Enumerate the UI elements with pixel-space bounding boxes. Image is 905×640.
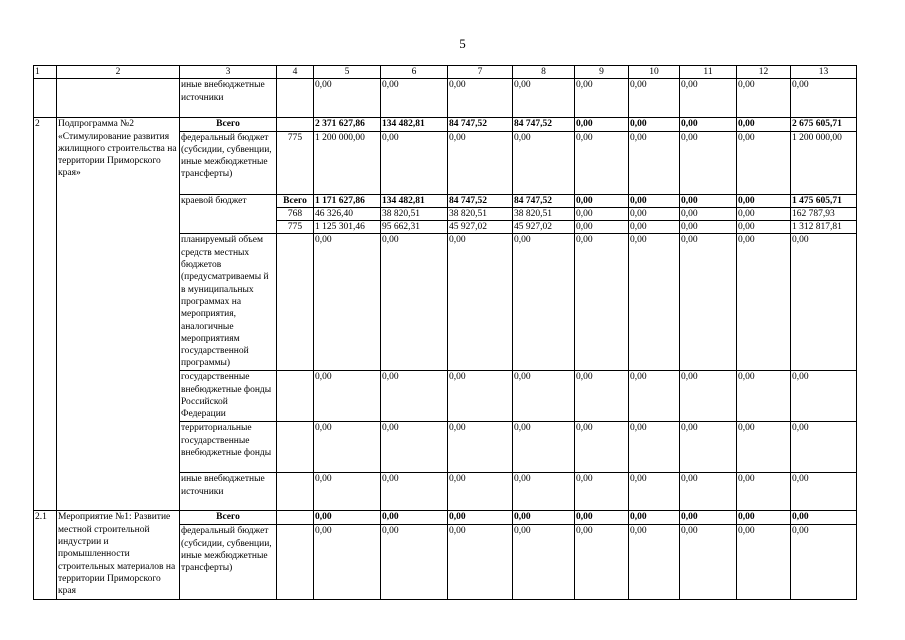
value-cell: 2 675 605,71 <box>791 118 857 131</box>
column-header: 8 <box>513 66 575 79</box>
value-cell: 95 662,31 <box>381 221 448 234</box>
table-row <box>34 511 857 525</box>
value-cell: 45 927,02 <box>513 221 575 234</box>
value-cell: 0,00 <box>381 473 448 511</box>
value-cell: 0,00 <box>791 473 857 511</box>
funding-source-cell: планируемый объем средств местных бюджетов (предусматриваемы й в муниципальных программах на мероприятия, аналогичные мероприятиям государственной программы) <box>180 234 277 371</box>
value-cell: 0,00 <box>629 118 680 131</box>
value-cell: 0,00 <box>629 525 680 600</box>
value-cell: 84 747,52 <box>448 194 513 207</box>
value-cell: 0,00 <box>791 525 857 600</box>
item-number-cell: 2 <box>34 118 57 511</box>
value-cell: 0,00 <box>680 525 737 600</box>
value-cell: 0,00 <box>680 371 737 422</box>
value-cell: 0,00 <box>381 131 448 194</box>
column-header-row <box>34 66 857 79</box>
value-cell: 0,00 <box>575 422 629 473</box>
value-cell: 1 200 000,00 <box>791 131 857 194</box>
code-cell <box>277 371 314 422</box>
value-cell: 0,00 <box>575 473 629 511</box>
value-cell: 84 747,52 <box>513 194 575 207</box>
column-header: 13 <box>791 66 857 79</box>
funding-source-cell: иные внебюджетные источники <box>180 79 277 118</box>
value-cell: 0,00 <box>314 525 381 600</box>
value-cell: 0,00 <box>737 207 791 220</box>
value-cell: 0,00 <box>629 79 680 118</box>
value-cell: 0,00 <box>737 131 791 194</box>
column-header: 11 <box>680 66 737 79</box>
value-cell: 0,00 <box>448 473 513 511</box>
column-header: 1 <box>34 66 57 79</box>
value-cell: 0,00 <box>575 525 629 600</box>
column-header: 10 <box>629 66 680 79</box>
value-cell: 0,00 <box>629 221 680 234</box>
value-cell: 38 820,51 <box>513 207 575 220</box>
value-cell: 134 482,81 <box>381 118 448 131</box>
value-cell: 0,00 <box>314 422 381 473</box>
value-cell: 0,00 <box>737 371 791 422</box>
value-cell: 134 482,81 <box>381 194 448 207</box>
funding-source-cell: Всего <box>180 511 277 525</box>
code-cell: Всего <box>277 194 314 207</box>
value-cell: 45 927,02 <box>448 221 513 234</box>
code-cell <box>277 473 314 511</box>
value-cell: 1 171 627,86 <box>314 194 381 207</box>
value-cell: 0,00 <box>680 511 737 525</box>
value-cell: 0,00 <box>629 511 680 525</box>
value-cell: 0,00 <box>575 118 629 131</box>
value-cell: 0,00 <box>629 194 680 207</box>
value-cell: 0,00 <box>513 511 575 525</box>
value-cell: 0,00 <box>448 511 513 525</box>
item-name-cell: Подпрограмма №2 «Стимулирование развития жилищного строительства на территории Приморского края» <box>57 118 180 511</box>
value-cell: 0,00 <box>791 371 857 422</box>
value-cell: 0,00 <box>737 194 791 207</box>
code-cell: 775 <box>277 221 314 234</box>
value-cell: 0,00 <box>575 79 629 118</box>
value-cell: 0,00 <box>448 131 513 194</box>
value-cell: 0,00 <box>737 79 791 118</box>
funding-source-cell: иные внебюджетные источники <box>180 473 277 511</box>
value-cell: 0,00 <box>680 234 737 371</box>
column-header: 4 <box>277 66 314 79</box>
value-cell: 0,00 <box>737 473 791 511</box>
value-cell: 0,00 <box>575 131 629 194</box>
funding-source-cell: государственные внебюджетные фонды Российской Федерации <box>180 371 277 422</box>
value-cell: 84 747,52 <box>448 118 513 131</box>
value-cell: 0,00 <box>575 221 629 234</box>
value-cell: 0,00 <box>629 207 680 220</box>
value-cell: 84 747,52 <box>513 118 575 131</box>
value-cell: 0,00 <box>791 234 857 371</box>
value-cell: 0,00 <box>737 422 791 473</box>
value-cell: 0,00 <box>680 131 737 194</box>
value-cell: 0,00 <box>448 422 513 473</box>
value-cell: 0,00 <box>737 525 791 600</box>
value-cell: 0,00 <box>513 473 575 511</box>
funding-source-cell: краевой бюджет <box>180 194 277 234</box>
item-number-cell <box>34 79 57 118</box>
value-cell: 0,00 <box>448 525 513 600</box>
value-cell: 1 200 000,00 <box>314 131 381 194</box>
item-number-cell: 2.1 <box>34 511 57 600</box>
value-cell: 38 820,51 <box>381 207 448 220</box>
value-cell: 0,00 <box>513 371 575 422</box>
value-cell: 0,00 <box>680 207 737 220</box>
value-cell: 0,00 <box>737 118 791 131</box>
code-cell: 768 <box>277 207 314 220</box>
value-cell: 0,00 <box>680 79 737 118</box>
value-cell: 0,00 <box>448 79 513 118</box>
value-cell: 0,00 <box>381 79 448 118</box>
value-cell: 0,00 <box>575 234 629 371</box>
value-cell: 1 125 301,46 <box>314 221 381 234</box>
funding-source-cell: территориальные государственные внебюджетные фонды <box>180 422 277 473</box>
value-cell: 0,00 <box>513 131 575 194</box>
value-cell: 0,00 <box>575 511 629 525</box>
funding-source-cell: федеральный бюджет (субсидии, субвенции, иные межбюджетные трансферты) <box>180 525 277 600</box>
value-cell: 0,00 <box>629 131 680 194</box>
value-cell: 0,00 <box>680 118 737 131</box>
value-cell: 0,00 <box>448 234 513 371</box>
column-header: 12 <box>737 66 791 79</box>
item-name-cell: Мероприятие №1: Развитие местной строительной индустрии и промышленности строительных материалов на территории Приморского края <box>57 511 180 600</box>
value-cell: 0,00 <box>513 525 575 600</box>
value-cell: 0,00 <box>629 234 680 371</box>
value-cell: 0,00 <box>575 371 629 422</box>
value-cell: 0,00 <box>448 371 513 422</box>
value-cell: 0,00 <box>629 422 680 473</box>
value-cell: 0,00 <box>513 79 575 118</box>
value-cell: 0,00 <box>737 511 791 525</box>
table-body <box>34 79 857 600</box>
value-cell: 0,00 <box>381 422 448 473</box>
column-header: 2 <box>57 66 180 79</box>
value-cell: 0,00 <box>513 234 575 371</box>
table-row <box>34 79 857 118</box>
value-cell: 162 787,93 <box>791 207 857 220</box>
value-cell: 0,00 <box>575 207 629 220</box>
funding-source-cell: федеральный бюджет (субсидии, субвенции, иные межбюджетные трансферты) <box>180 131 277 194</box>
item-name-cell <box>57 79 180 118</box>
code-cell <box>277 525 314 600</box>
value-cell: 0,00 <box>737 234 791 371</box>
column-header: 6 <box>381 66 448 79</box>
column-header: 9 <box>575 66 629 79</box>
value-cell: 0,00 <box>737 221 791 234</box>
column-header: 7 <box>448 66 513 79</box>
value-cell: 38 820,51 <box>448 207 513 220</box>
value-cell: 0,00 <box>513 422 575 473</box>
value-cell: 0,00 <box>314 79 381 118</box>
value-cell: 0,00 <box>314 234 381 371</box>
funding-source-cell: Всего <box>180 118 277 131</box>
value-cell: 0,00 <box>381 234 448 371</box>
code-cell <box>277 79 314 118</box>
value-cell: 1 475 605,71 <box>791 194 857 207</box>
column-header: 3 <box>180 66 277 79</box>
value-cell: 0,00 <box>680 221 737 234</box>
code-cell <box>277 511 314 525</box>
code-cell: 775 <box>277 131 314 194</box>
value-cell: 0,00 <box>791 511 857 525</box>
value-cell: 0,00 <box>629 371 680 422</box>
value-cell: 0,00 <box>680 473 737 511</box>
value-cell: 0,00 <box>680 422 737 473</box>
code-cell <box>277 234 314 371</box>
value-cell: 0,00 <box>381 511 448 525</box>
table-row <box>34 118 857 131</box>
value-cell: 1 312 817,81 <box>791 221 857 234</box>
code-cell <box>277 422 314 473</box>
value-cell: 0,00 <box>575 194 629 207</box>
value-cell: 0,00 <box>381 371 448 422</box>
budget-table <box>33 65 857 600</box>
value-cell: 2 371 627,86 <box>314 118 381 131</box>
value-cell: 0,00 <box>314 473 381 511</box>
value-cell: 0,00 <box>791 422 857 473</box>
value-cell: 46 326,40 <box>314 207 381 220</box>
value-cell: 0,00 <box>791 79 857 118</box>
column-header: 5 <box>314 66 381 79</box>
value-cell: 0,00 <box>314 511 381 525</box>
value-cell: 0,00 <box>381 525 448 600</box>
value-cell: 0,00 <box>680 194 737 207</box>
page-number: 5 <box>459 36 466 51</box>
value-cell: 0,00 <box>314 371 381 422</box>
value-cell: 0,00 <box>629 473 680 511</box>
code-cell <box>277 118 314 131</box>
